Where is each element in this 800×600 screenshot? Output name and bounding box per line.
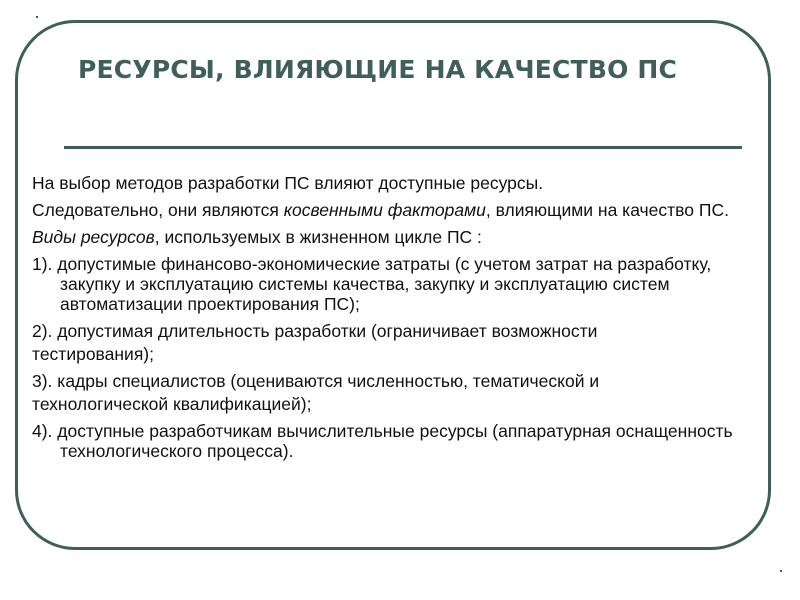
paragraph-text: технологической квалификацией); — [32, 394, 312, 414]
slide-title: РЕСУРСЫ, ВЛИЯЮЩИЕ НА КАЧЕСТВО ПС — [78, 55, 678, 84]
paragraph-text: , используемых в жизненном цикле ПС : — [154, 227, 482, 247]
body-paragraph — [32, 254, 772, 314]
paragraph-text: На выбор методов разработки ПС влияют доступные ресурсы. — [32, 173, 544, 193]
paragraph-emphasis: косвенными факторами — [283, 200, 486, 220]
title-divider — [64, 146, 742, 149]
body-paragraph — [32, 173, 772, 193]
corner-dot — [36, 16, 38, 18]
body-paragraph — [32, 321, 772, 341]
paragraph-text: тестирования); — [32, 344, 154, 364]
body-paragraph — [32, 421, 772, 461]
paragraph-text: 1). допустимые финансово-экономические затраты (с учетом затрат на разработку, закупку и эксплуатацию системы качества, закупку и эксплуатацию систем автоматизации проектирования ПС); — [32, 254, 712, 314]
body-paragraph — [32, 200, 772, 220]
paragraph-text: Следовательно, они являются — [32, 200, 284, 220]
paragraph-text: 3). кадры специалистов (оцениваются численностью, тематической и — [32, 371, 600, 391]
body-paragraph — [32, 394, 772, 414]
body-paragraph — [32, 371, 772, 391]
body-paragraph — [32, 227, 772, 247]
paragraph-text: 4). доступные разработчикам вычислительные ресурсы (аппаратурная оснащенность технологического процесса). — [32, 421, 733, 461]
paragraph-text: 2). допустимая длительность разработки (ограничивает возможности — [32, 321, 598, 341]
slide-body — [32, 173, 772, 468]
paragraph-emphasis: Виды ресурсов — [32, 227, 155, 247]
paragraph-text: , влияющими на качество ПС. — [485, 200, 729, 220]
corner-dot — [780, 570, 782, 572]
body-paragraph — [32, 344, 772, 364]
